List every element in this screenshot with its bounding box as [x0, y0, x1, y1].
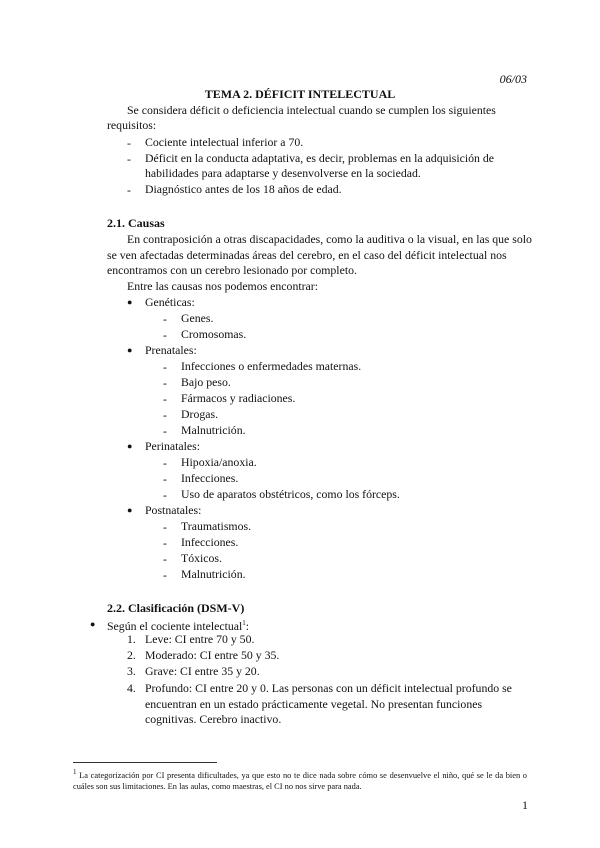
dash-icon: -: [163, 328, 167, 342]
cause-item: Cromosomas.: [181, 327, 247, 341]
dash-icon: -: [163, 520, 167, 534]
classification-item: Profundo: CI entre 20 y 0. Las personas con un déficit intelectual profundo se: [145, 681, 512, 695]
cause-group-label: Genéticas:: [145, 295, 195, 309]
dash-icon: -: [163, 392, 167, 406]
footnote-separator: [73, 762, 217, 763]
list-number: 2.: [127, 648, 136, 662]
cause-item: Infecciones.: [181, 471, 239, 485]
footnote-mark: 1: [73, 768, 77, 776]
intro-line-2: requisitos:: [107, 118, 157, 132]
footnote-ref: 1: [242, 619, 246, 627]
dash-icon: -: [163, 472, 167, 486]
causas-line-4: Entre las causas nos podemos encontrar:: [127, 279, 318, 293]
bullet-icon: ●: [127, 441, 133, 451]
section-heading-causas: 2.1. Causas: [107, 216, 165, 230]
dash-icon: -: [127, 183, 131, 197]
classification-item-continuation: cognitivas. Cerebro inactivo.: [145, 712, 282, 726]
dash-icon: -: [127, 136, 131, 150]
bullet-icon: ●: [127, 505, 133, 515]
page-number: 1: [522, 798, 528, 812]
footnote: [73, 767, 527, 793]
intro-item: Diagnóstico antes de los 18 años de edad.: [145, 182, 342, 196]
dash-icon: -: [163, 552, 167, 566]
cause-group-label: Postnatales:: [145, 503, 202, 517]
classification-item: Moderado: CI entre 50 y 35.: [145, 648, 280, 662]
cause-group-label: Prenatales:: [145, 343, 197, 357]
dash-icon: -: [163, 360, 167, 374]
classification-item: Leve: CI entre 70 y 50.: [145, 632, 255, 646]
causas-line-1: En contraposición a otras discapacidades, como la auditiva o la visual, en las que solo: [127, 232, 532, 246]
date: 06/03: [499, 72, 527, 86]
cause-item: Drogas.: [181, 407, 219, 421]
cause-item: Genes.: [181, 311, 214, 325]
list-number: 1.: [127, 632, 136, 646]
section-heading-clasificacion: 2.2. Clasificación (DSM-V): [107, 601, 245, 615]
cause-group-label: Perinatales:: [145, 439, 201, 453]
bullet-icon: ●: [127, 345, 133, 355]
cause-item: Malnutrición.: [181, 423, 246, 437]
cause-item: Infecciones o enfermedades maternas.: [181, 359, 362, 373]
intro-item: Déficit en la conducta adaptativa, es decir, problemas en la adquisición de: [145, 151, 495, 165]
dash-icon: -: [163, 568, 167, 582]
intro-item-continuation: habilidades para adaptarse y desenvolverse en la sociedad.: [145, 166, 421, 180]
dash-icon: -: [163, 312, 167, 326]
classification-item-continuation: encuentran en un estado prácticamente vegetal. No presentan funciones: [145, 697, 483, 711]
dash-icon: -: [163, 408, 167, 422]
cause-item: Uso de aparatos obstétricos, como los fórceps.: [181, 487, 400, 501]
intro-item: Cociente intelectual inferior a 70.: [145, 135, 304, 149]
cause-item: Traumatismos.: [181, 519, 252, 533]
dash-icon: -: [163, 488, 167, 502]
cause-item: Tóxicos.: [181, 551, 222, 565]
classification-item: Grave: CI entre 35 y 20.: [145, 664, 260, 678]
classification-bullet-text: Según el cociente intelectual: [107, 618, 243, 633]
list-number: 4.: [127, 681, 136, 695]
bullet-icon: ●: [90, 619, 96, 629]
cause-item: Bajo peso.: [181, 375, 231, 389]
causas-line-2: se ven afectadas determinadas áreas del cerebro, en el caso del déficit intelectual nos: [107, 248, 507, 262]
dash-icon: -: [163, 456, 167, 470]
cause-item: Hipoxia/anoxia.: [181, 455, 257, 469]
cause-item: Fármacos y radiaciones.: [181, 391, 296, 405]
list-number: 3.: [127, 664, 136, 678]
cause-item: Malnutrición.: [181, 567, 246, 581]
causas-line-3: encontramos con un cerebro lesionado por completo.: [107, 263, 357, 277]
dash-icon: -: [163, 376, 167, 390]
classification-colon: :: [245, 618, 250, 633]
page-title: TEMA 2. DÉFICIT INTELECTUAL: [204, 87, 396, 101]
cause-item: Infecciones.: [181, 535, 239, 549]
dash-icon: -: [163, 536, 167, 550]
bullet-icon: ●: [127, 297, 133, 307]
dash-icon: -: [127, 152, 131, 166]
intro-line-1: Se considera déficit o deficiencia intelectual cuando se cumplen los siguientes: [127, 103, 496, 117]
dash-icon: -: [163, 424, 167, 438]
footnote-text: La categorización por CI presenta dificultades, ya que esto no te dice nada sobre cómo se desenvuelve el niño, qué se le da bien o cuáles son sus limitaciones. En las aulas, como maestras, el CI no nos sirve para nada.: [73, 770, 527, 792]
